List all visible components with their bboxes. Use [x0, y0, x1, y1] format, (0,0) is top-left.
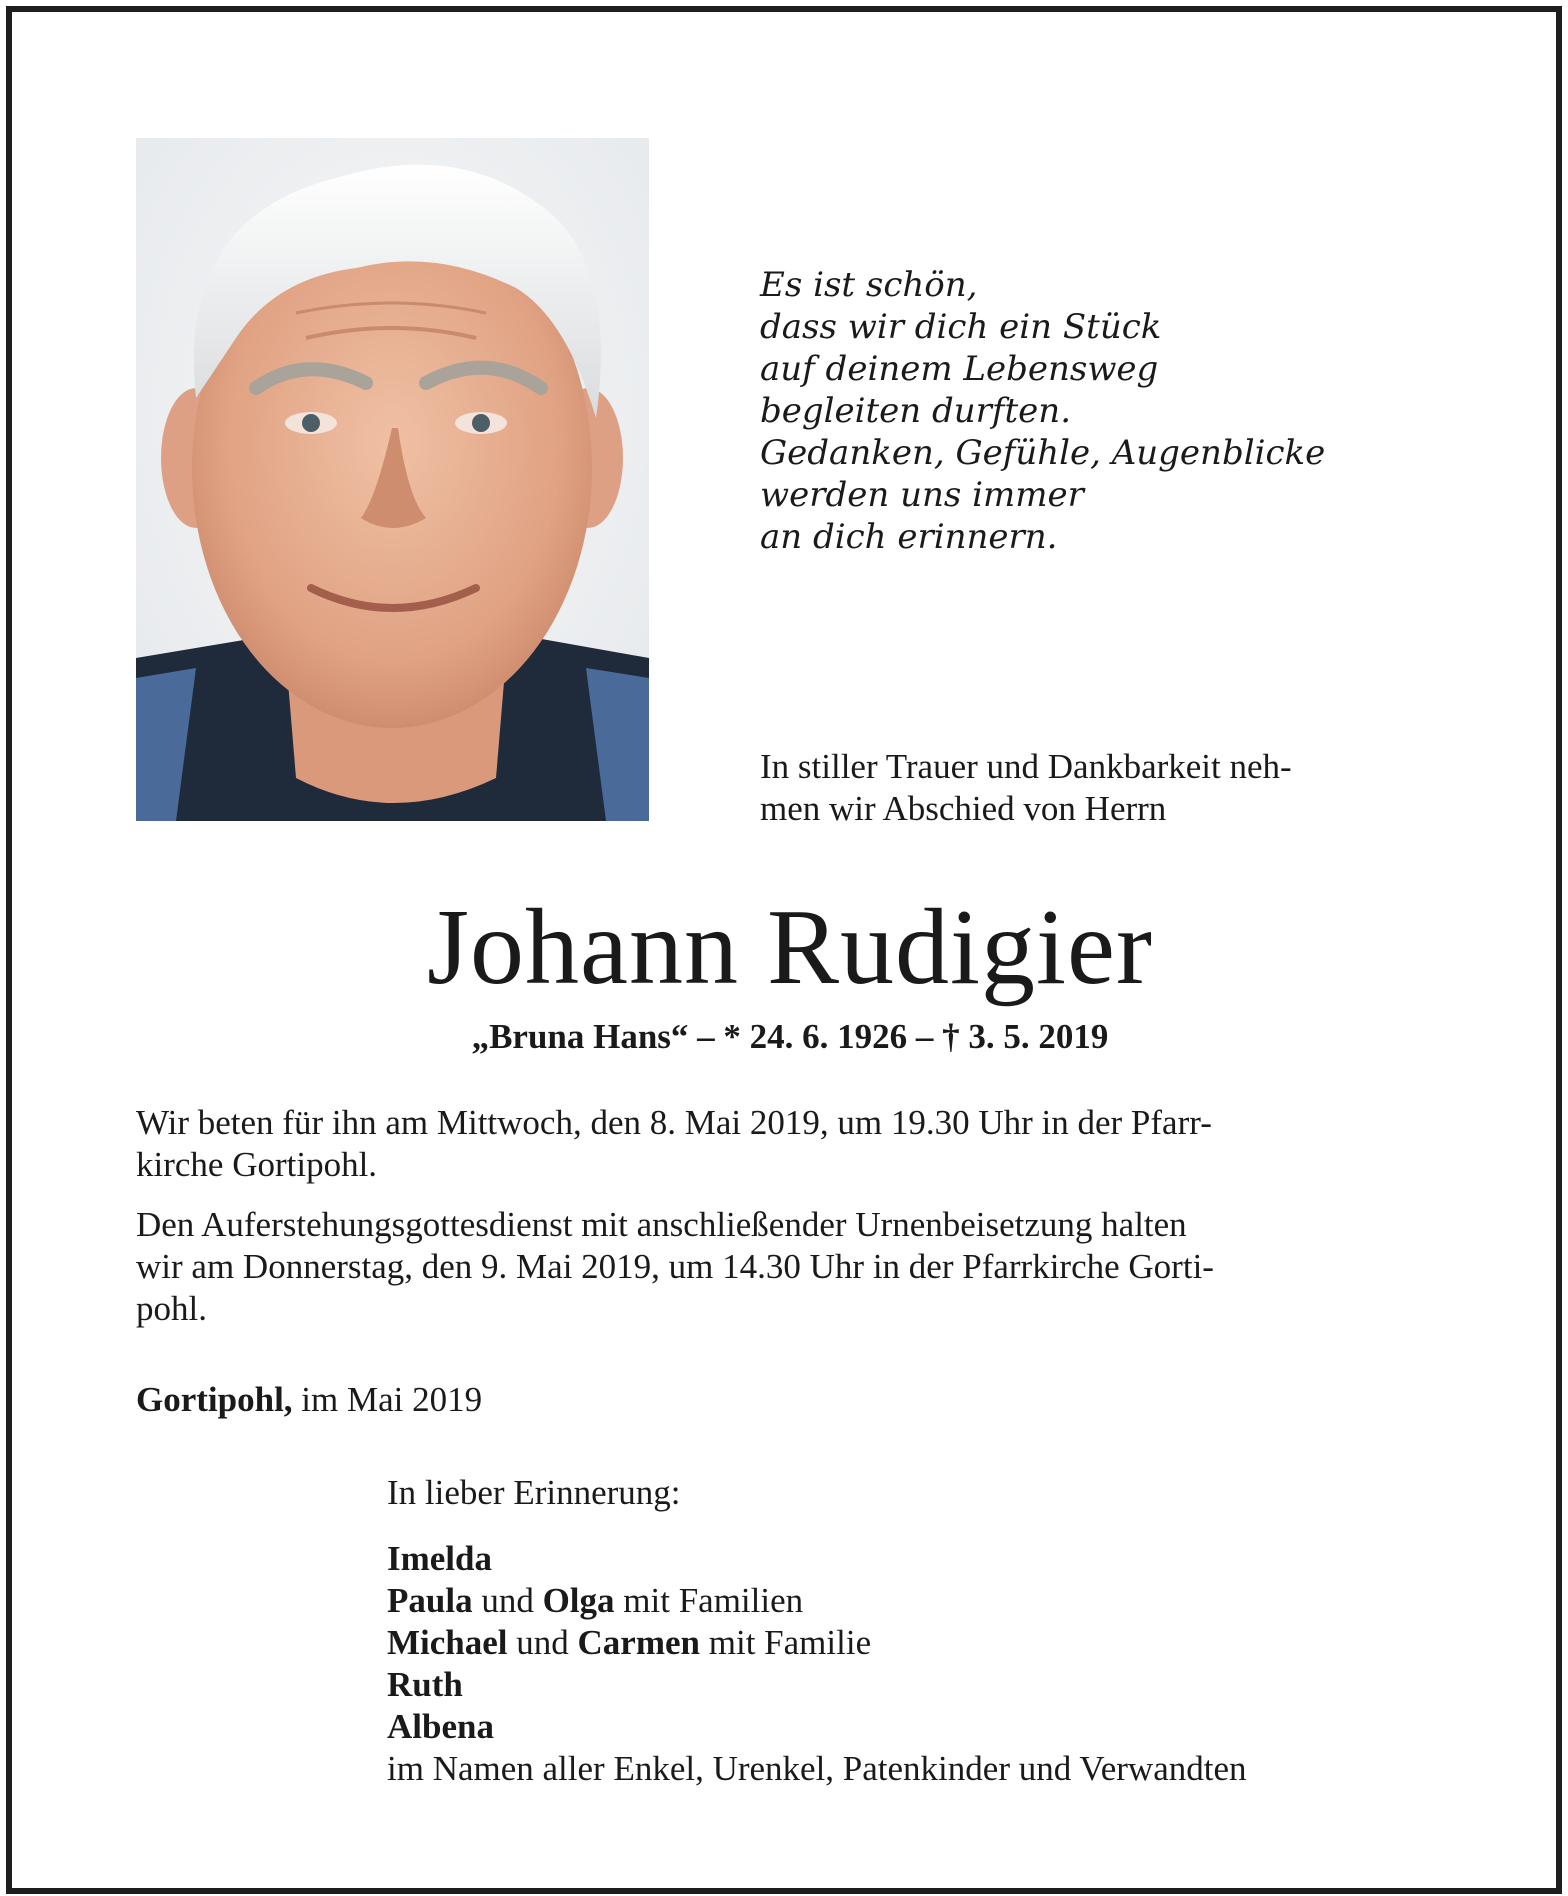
poem-line: begleiten durften.	[760, 391, 1071, 431]
connector-text: und	[507, 1623, 578, 1662]
mourner-line	[387, 1580, 1487, 1622]
connector-text: und	[472, 1581, 543, 1620]
intro-line: In stiller Trauer und Dankbarkeit neh-	[760, 747, 1292, 786]
mourners-list	[387, 1472, 1487, 1790]
mourner-name: Michael	[387, 1623, 508, 1662]
mourner-line	[387, 1622, 1487, 1664]
mourner-name: Paula	[387, 1581, 473, 1620]
prayer-line: Wir beten für ihn am Mittwoch, den 8. Mai 2019, um 19.30 Uhr in der Pfarr-	[136, 1103, 1212, 1142]
poem-line: dass wir dich ein Stück	[760, 307, 1162, 347]
service-line: pohl.	[136, 1289, 207, 1328]
mourner-line	[387, 1538, 1487, 1580]
closing-line: im Namen aller Enkel, Urenkel, Patenkinder und Verwandten	[387, 1749, 1247, 1788]
deceased-name: Johann Rudigier	[427, 888, 1153, 1007]
poem-line: Es ist schön,	[760, 265, 978, 305]
prayer-line: kirche Gortipohl.	[136, 1145, 378, 1184]
mourner-line	[387, 1706, 1487, 1748]
town-name: Gortipohl,	[136, 1380, 293, 1419]
mourner-line	[387, 1664, 1487, 1706]
memorial-poem	[760, 264, 1326, 558]
poem-line: an dich erinnern.	[760, 517, 1058, 557]
mourner-name: Imelda	[387, 1539, 492, 1578]
poem-line: Gedanken, Gefühle, Augenblicke	[760, 433, 1326, 473]
prayer-announcement	[136, 1102, 1456, 1186]
obituary-frame	[6, 6, 1562, 1894]
memory-lead: In lieber Erinnerung:	[387, 1473, 681, 1512]
service-line: Den Auferstehungsgottesdienst mit anschließender Urnenbeisetzung halten	[136, 1205, 1187, 1244]
service-line: wir am Donnerstag, den 9. Mai 2019, um 14.30 Uhr in der Pfarrkirche Gorti-	[136, 1247, 1214, 1286]
family-text: mit Familien	[614, 1581, 804, 1620]
mourner-name: Olga	[542, 1581, 615, 1620]
intro-text	[760, 746, 1460, 830]
portrait-illustration	[136, 138, 649, 821]
place-and-date	[136, 1379, 482, 1421]
place-date: im Mai 2019	[292, 1380, 483, 1419]
mourner-name: Carmen	[577, 1623, 700, 1662]
mourner-name: Albena	[387, 1707, 494, 1746]
service-announcement	[136, 1204, 1456, 1330]
poem-line: auf deinem Lebensweg	[760, 349, 1159, 389]
mourner-name: Ruth	[387, 1665, 463, 1704]
portrait-photo	[136, 138, 649, 821]
family-text: mit Familie	[700, 1623, 872, 1662]
poem-line: werden uns immer	[760, 475, 1084, 515]
intro-line: men wir Abschied von Herrn	[760, 789, 1167, 828]
nickname-and-dates: „Bruna Hans“ – * 24. 6. 1926 – † 3. 5. 2019	[471, 1017, 1109, 1056]
